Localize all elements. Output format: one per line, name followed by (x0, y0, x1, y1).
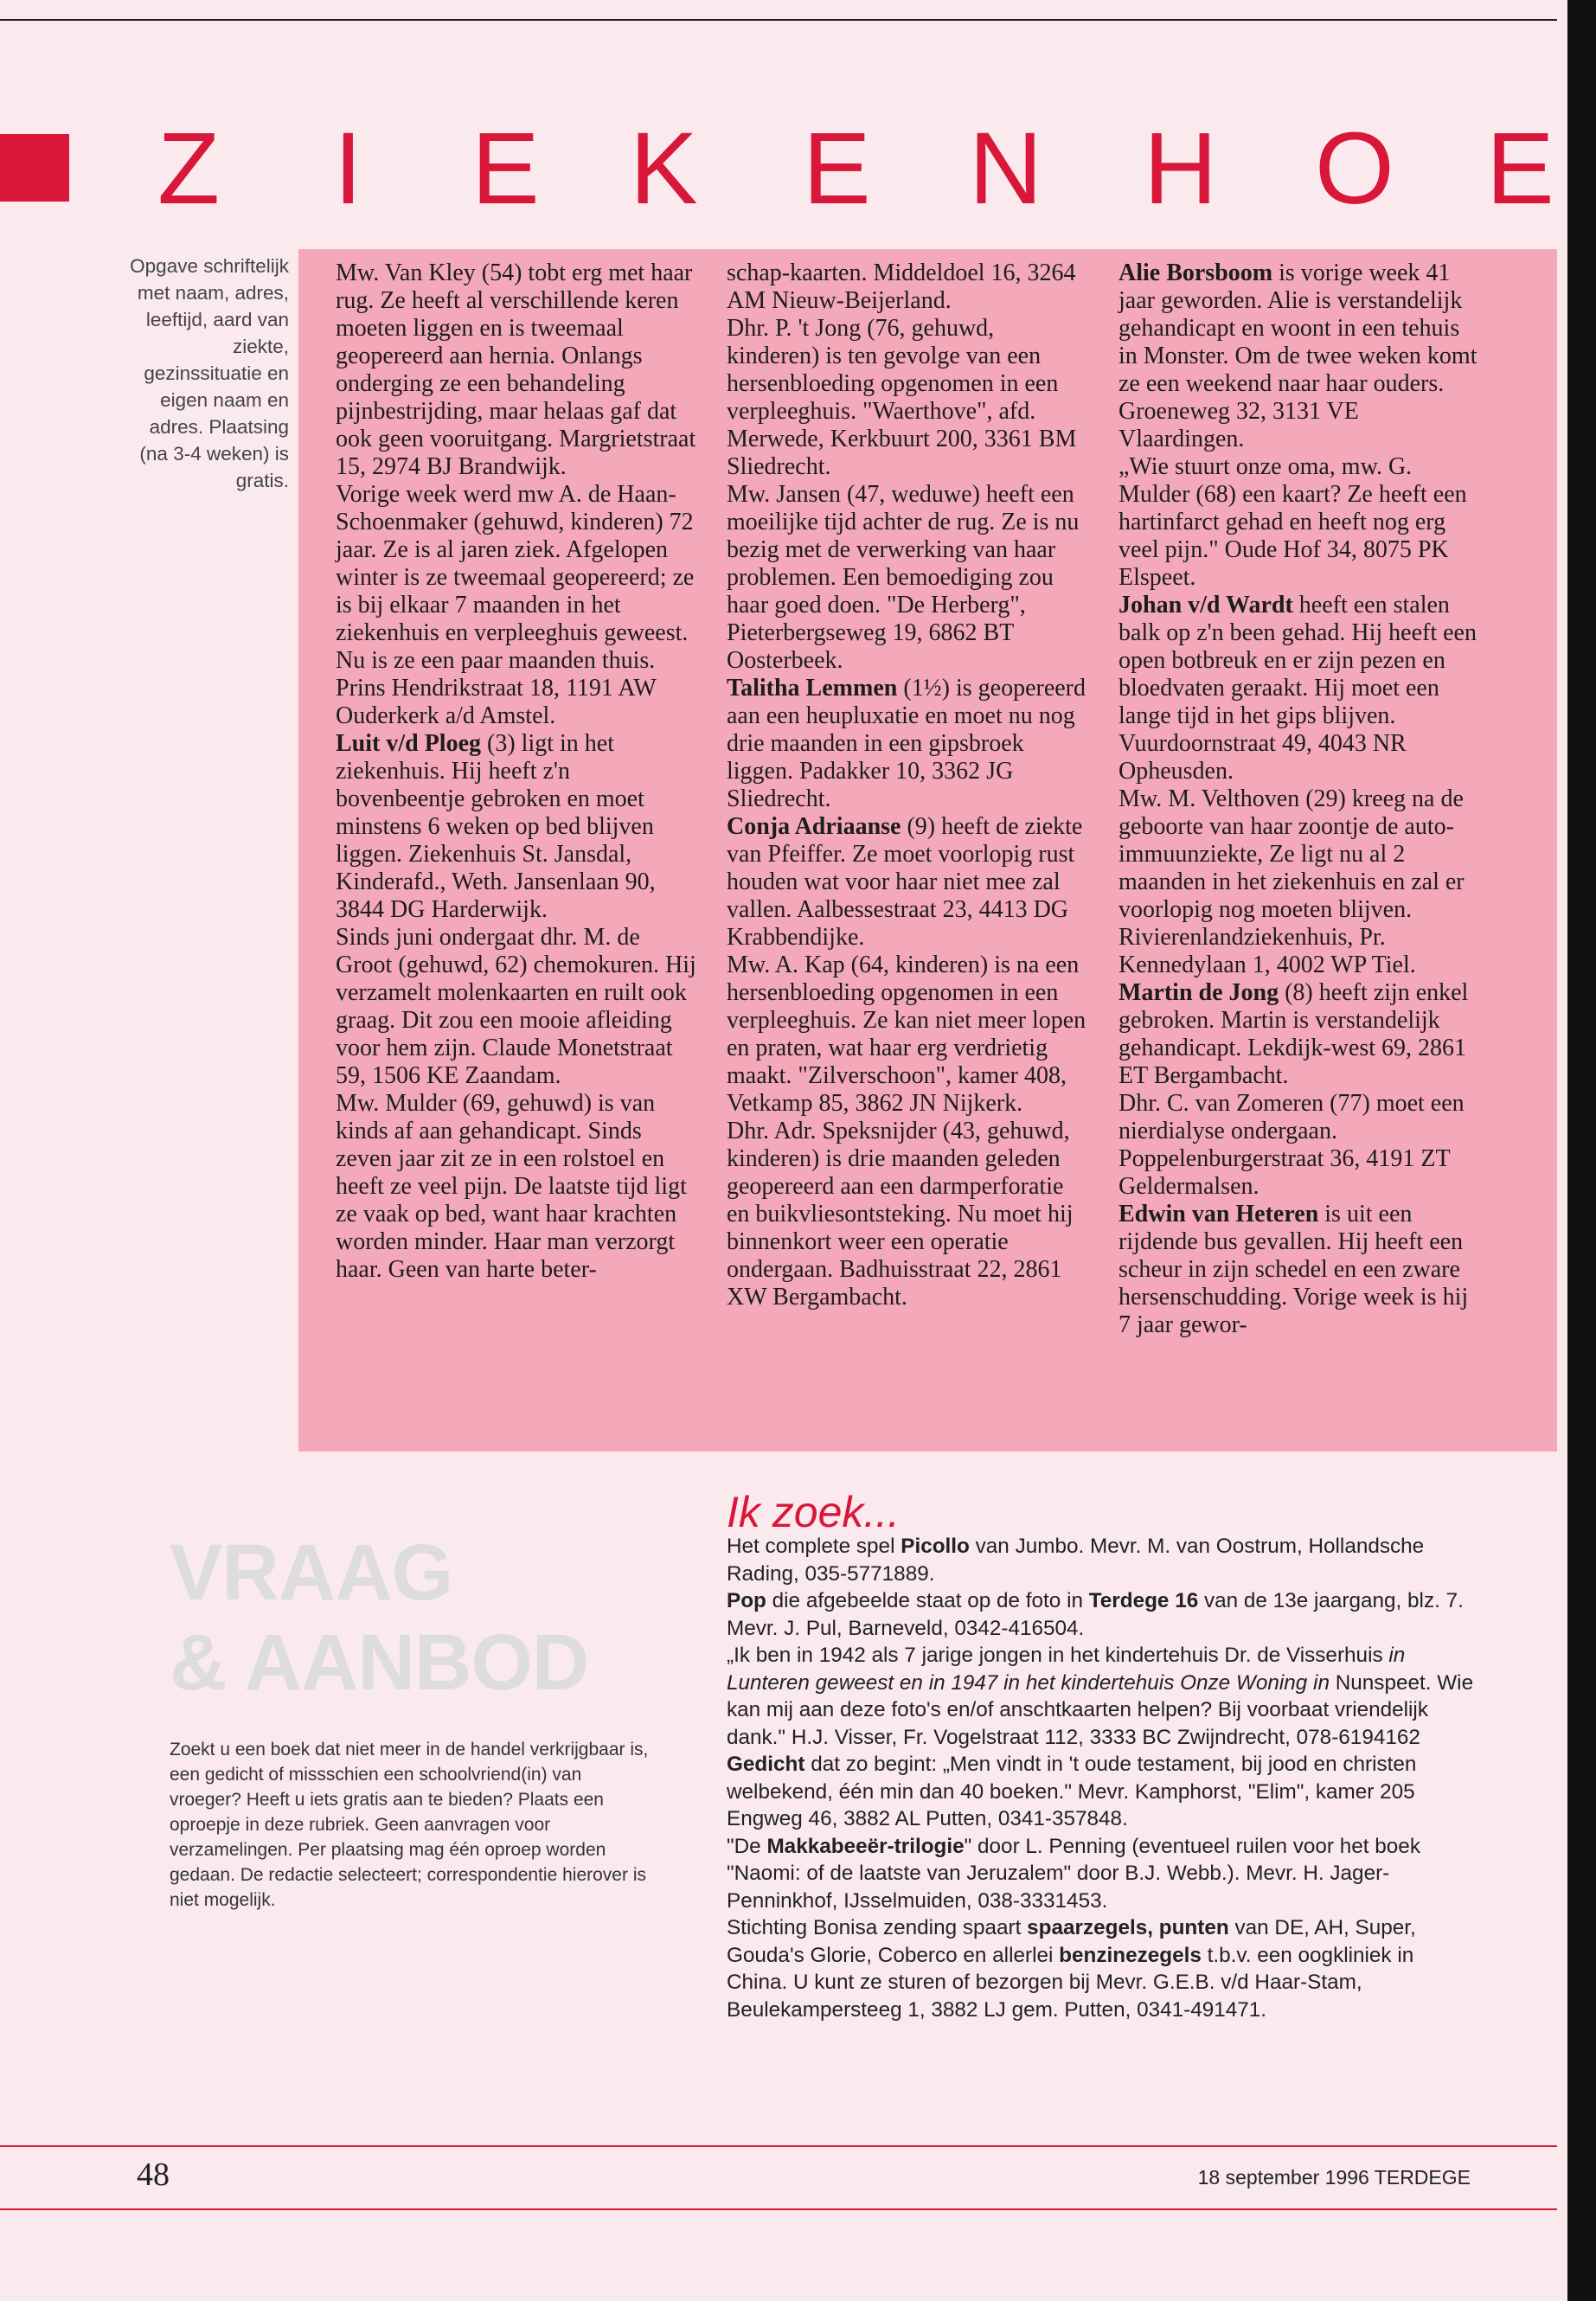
notice (1118, 592, 1482, 785)
notice (727, 952, 1090, 1118)
ad-text: Stichting Bonisa zending spaart (727, 1916, 1028, 1939)
notice (336, 481, 699, 730)
notice-text: Sinds juni ondergaat dhr. M. de Groot (gehuwd, 62) chemokuren. Hij verzamelt molenkaarten en ruilt ook graag. Dit zou een mooie afleiding voor hem zijn. Claude Monetstraat 59, 1506 KE Zaandam. (336, 924, 696, 1089)
notice-text: Dhr. Adr. Speksnijder (43, gehuwd, kinderen) is drie maanden geleden geopereerd aan een darmperforatie en buikvliesontsteking. Nu moet hij binnenkort weer een operatie ondergaan. Badhuisstraat 22, 2861 XW Bergambacht. (727, 1118, 1074, 1311)
notice-text: Mw. A. Kap (64, kinderen) is na een hersenbloeding opgenomen in een verpleeghuis. Ze kan niet meer lopen en praten, wat haar erg verdrietig maakt. "Zilverschoon", kamer 408, Vetkamp 85, 3862 JN Nijkerk. (727, 952, 1086, 1117)
ad-text: van de 13e jaargang, blz. 7. Mevr. J. Pul, Barneveld, 0342-416504. (727, 1589, 1464, 1640)
notice-name: Conja Adriaanse (727, 813, 901, 840)
heading-line: VRAAG (170, 1529, 453, 1617)
notice-text: Mw. Mulder (69, gehuwd) is van kinds af aan gehandicapt. Sinds zeven jaar zit ze in een rolstoel en heeft ze veel pijn. De laatste tijd ligt ze vaak op bed, want haar krachten worden minder. Haar man verzorgt haar. Geen van harte beter- (336, 1090, 687, 1283)
heading-line: & AANBOD (170, 1618, 589, 1707)
notice-text: Mw. Van Kley (54) tobt erg met haar rug. Ze heeft al verschillende keren moeten liggen en is tweemaal geopereerd aan hernia. Onlangs onderging ze een behandeling pijnbestrijding, maar helaas gaf dat ook geen vooruitgang. Margrietstraat 15, 2974 BJ Brandwijk. (336, 260, 696, 480)
notice (727, 481, 1090, 675)
title-letter: E (471, 112, 540, 226)
ad-keyword: spaarzegels, punten (1027, 1916, 1229, 1939)
notice (1118, 453, 1482, 592)
notice-text: Mw. M. Velthoven (29) kreeg na de geboorte van haar zoontje de auto-immuunziekte, Ze ligt nu al 2 maanden in het ziekenhuis en zal er voorlopig nog moeten blijven. Rivierenlandziekenhuis, Pr. Kennedylaan 1, 4002 WP Tiel. (1118, 785, 1465, 978)
ad-keyword: Makkabeeër-trilogie (766, 1834, 965, 1858)
notice-name: Johan v/d Wardt (1118, 592, 1293, 619)
notice (727, 315, 1090, 481)
ik-zoek-ads (727, 1533, 1479, 2023)
title-letter: Z (157, 112, 221, 226)
ad-text: „Ik ben in 1942 als 7 jarige jongen in het kindertehuis Dr. de Visserhuis (727, 1644, 1389, 1667)
notice (1118, 1201, 1482, 1339)
notices-column-1 (336, 260, 699, 1284)
title-letter: K (630, 112, 698, 226)
ad (727, 1533, 1479, 1587)
ad-text: van Jumbo. Mevr. M. van Oostrum, Hollandsche Rading, 035-5771889. (727, 1535, 1425, 1586)
ad-italic-text: in Lunteren geweest en in 1947 in het kindertehuis Onze Woning in (727, 1644, 1406, 1695)
section-title (0, 104, 1557, 234)
notice-text: (8) heeft zijn enkel gebroken. Martin is verstandelijk gehandicapt. Lekdijk-west 69, 2861 ET Bergambacht. (1118, 979, 1469, 1089)
footer-rule-bottom (0, 2208, 1557, 2210)
notice-name: Luit v/d Ploeg (336, 730, 482, 757)
page-edge-inner (1557, 0, 1567, 2301)
footer-rule-top (0, 2145, 1557, 2147)
title-letter: N (969, 112, 1043, 226)
title-letter: I (334, 112, 362, 226)
title-letter: E (803, 112, 871, 226)
ad-text: t.b.v. een oogkliniek in China. U kunt ze sturen of bezorgen bij Mevr. G.E.B. v/d Haar-Stam, Beulekampersteeg 1, 3882 LJ gem. Putten, 0341-491471. (727, 1943, 1414, 2022)
notice (336, 1090, 699, 1284)
notice (727, 675, 1090, 813)
ad-text: die afgebeelde staat op de foto in (766, 1589, 1089, 1612)
vraag-aanbod-heading (170, 1528, 654, 1708)
notice (1118, 785, 1482, 979)
notice (336, 730, 699, 924)
notice-text: (9) heeft de ziekte van Pfeiffer. Ze moet voorlopig rust houden wat voor haar niet mee zal vallen. Aalbessestraat 23, 4413 DG Krabbendijke. (727, 813, 1083, 951)
ad (727, 1751, 1479, 1833)
notice (727, 1118, 1090, 1311)
ad-text: dat zo begint: „Men vindt in 't oude testament, bij jood en christen welbekend, één min dan 40 boeken." Mevr. Kamphorst, "Elim", kamer 205 Engweg 46, 3882 AL Putten, 0341-357848. (727, 1753, 1417, 1830)
notice-text: is uit een rijdende bus gevallen. Hij heeft een scheur in zijn schedel en een zware hersenschudding. Vorige week is hij 7 jaar gewor- (1118, 1201, 1469, 1338)
notice (727, 813, 1090, 952)
vraag-aanbod-intro: Zoekt u een boek dat niet meer in de handel verkrijgbaar is, een gedicht of missschien een schoolvriend(in) van vroeger? Heeft u iets gratis aan te bieden? Plaats een oproepje in deze rubriek. Geen aanvragen voor verzamelingen. Per plaatsing mag één oproep worden gedaan. De redactie selecteert; correspondentie hierover is niet mogelijk. (170, 1740, 649, 1910)
ad-text: Nunspeet. Wie kan mij aan deze foto's en/of anschtkaarten helpen? Bij voorbaat vriendelijk dank." H.J. Visser, Fr. Vogelstraat 112, 3333 BC Zwijndrecht, 078-6194162 (727, 1670, 1474, 1749)
ad (727, 1642, 1479, 1751)
page-number: 48 (137, 2157, 170, 2193)
notice-name: Edwin van Heteren (1118, 1201, 1319, 1227)
ad-keyword: Pop (727, 1589, 766, 1612)
notice-text: (1½) is geopereerd aan een heupluxatie en moet nu nog drie maanden in een gipsbroek liggen. Padakker 10, 3362 JG Sliedrecht. (727, 675, 1086, 812)
ik-zoek-heading: Ik zoek... (727, 1488, 901, 1536)
ad-keyword: benzinezegels (1059, 1943, 1202, 1967)
ad (727, 1914, 1479, 2023)
ad (727, 1833, 1479, 1915)
issue-info: 18 september 1996 TERDEGE (1197, 2166, 1471, 2189)
ad-keyword: Gedicht (727, 1753, 805, 1776)
ad-text: "De (727, 1834, 767, 1858)
notice (336, 924, 699, 1090)
notice-text: is vorige week 41 jaar geworden. Alie is verstandelijk gehandicapt en woont in een tehuis in Monster. Om de twee weken komt ze een weekend naar haar ouders. Groeneweg 32, 3131 VE Vlaardingen. (1118, 260, 1477, 452)
notice-text: schap-kaarten. Middeldoel 16, 3264 AM Nieuw-Beijerland. (727, 260, 1076, 314)
title-letter: H (1144, 112, 1218, 226)
submission-note: Opgave schriftelijk met naam, adres, leeftijd, aard van ziekte, gezinssituatie en eigen naam en adres. Plaatsing (na 3-4 weken) is gratis. (130, 255, 289, 491)
notice (336, 260, 699, 481)
ad-keyword: Terdege 16 (1088, 1589, 1199, 1612)
notice (727, 260, 1090, 315)
notice-text: (3) ligt in het ziekenhuis. Hij heeft z'n bovenbeentje gebroken en moet minstens 6 weken op bed blijven liggen. Ziekenhuis St. Jansdal, Kinderafd., Weth. Jansenlaan 90, 3844 DG Harderwijk. (336, 730, 656, 923)
notices-column-3 (1118, 260, 1482, 1339)
notice-name: Talitha Lemmen (727, 675, 898, 702)
title-letter: E (1486, 112, 1554, 226)
notices-column-2 (727, 260, 1090, 1311)
notice-name: Martin de Jong (1118, 979, 1279, 1006)
title-letter: O (1315, 112, 1394, 226)
notice-text: Dhr. P. 't Jong (76, gehuwd, kinderen) is ten gevolge van een hersenbloeding opgenomen in een verpleeghuis. "Waerthove", afd. Merwede, Kerkbuurt 200, 3361 BM Sliedrecht. (727, 315, 1077, 480)
notice-text: Vorige week werd mw A. de Haan-Schoenmaker (gehuwd, kinderen) 72 jaar. Ze is al jaren ziek. Afgelopen winter is ze tweemaal geopereerd; ze is bij elkaar 7 maanden in het ziekenhuis en verpleeghuis geweest. Nu is ze een paar maanden thuis. Prins Hendrikstraat 18, 1191 AW Ouderkerk a/d Amstel. (336, 481, 695, 729)
ad (727, 1587, 1479, 1642)
ad-text: van DE, AH, Super, Gouda's Glorie, Coberco en allerlei (727, 1916, 1416, 1967)
notice-text: Dhr. C. van Zomeren (77) moet een nierdialyse ondergaan. Poppelenburgerstraat 36, 4191 ZT Geldermalsen. (1118, 1090, 1465, 1200)
top-border (0, 19, 1557, 21)
notice-text: Mw. Jansen (47, weduwe) heeft een moeilijke tijd achter de rug. Ze is nu bezig met de verwerking van haar problemen. Een bemoediging zou haar goed doen. "De Herberg", Pieterbergseweg 19, 6862 BT Oosterbeek. (727, 481, 1080, 674)
notice (1118, 979, 1482, 1090)
ad-text: " door L. Penning (eventueel ruilen voor het boek "Naomi: of de laatste van Jeruzalem" door B.J. Webb.). Mevr. H. Jager-Penninkhof, IJsselmuiden, 038-3331453. (727, 1834, 1420, 1913)
notice-text: „Wie stuurt onze oma, mw. G. Mulder (68) een kaart? Ze heeft een hartinfarct gehad en heeft nog erg veel pijn." Oude Hof 34, 8075 PK Elspeet. (1118, 453, 1467, 591)
ad-text: Het complete spel (727, 1535, 901, 1558)
notice (1118, 1090, 1482, 1201)
notice-text: heeft een stalen balk op z'n been gehad. Hij heeft een open botbreuk en er zijn pezen en bloedvaten geraakt. Hij moet een lange tijd in het gips blijven. Vuurdoornstraat 49, 4043 NR Opheusden. (1118, 592, 1477, 785)
notice (1118, 260, 1482, 453)
ad-keyword: Picollo (901, 1535, 970, 1558)
notice-name: Alie Borsboom (1118, 260, 1273, 286)
